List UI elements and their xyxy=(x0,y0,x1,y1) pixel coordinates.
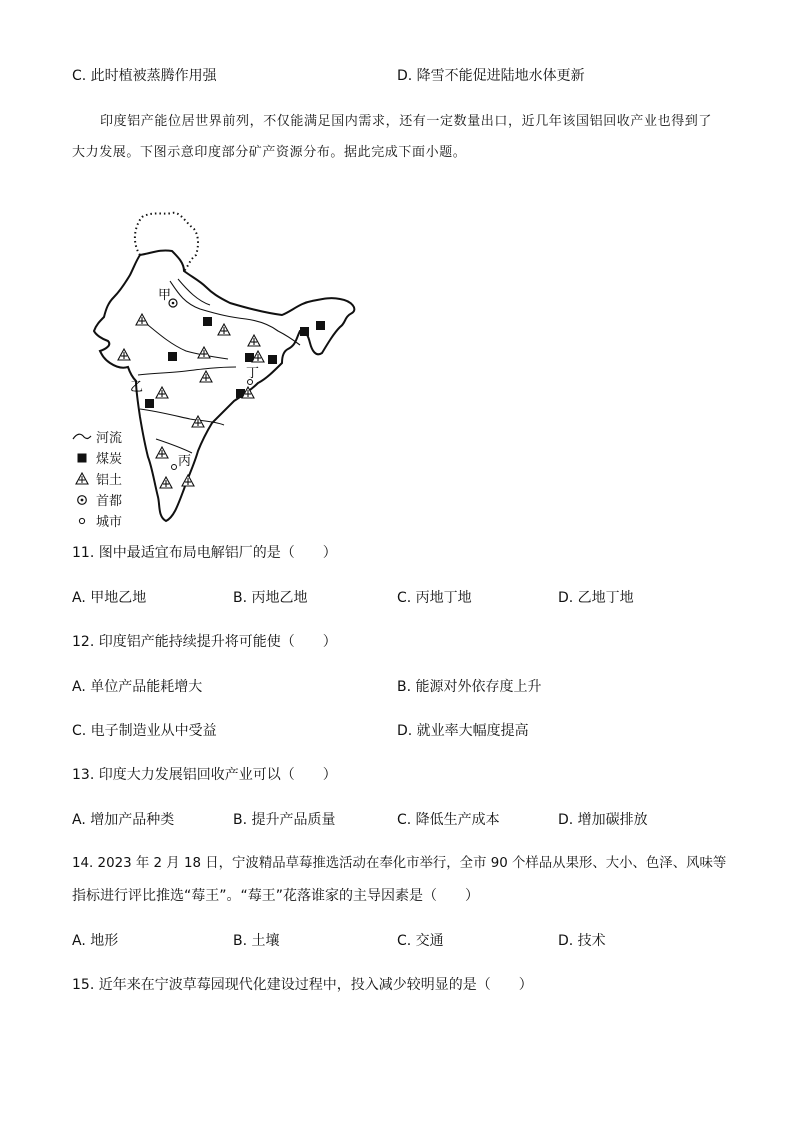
question-13-option-d[interactable]: D. 增加碳排放 xyxy=(558,812,648,828)
coal-icon xyxy=(70,452,94,464)
map-legend xyxy=(70,426,122,531)
question-14-stem-line1: 14. 2023 年 2 月 18 日，宁波精品草莓推选活动在奉化市举行，全市 90 个样品从果形、大小、色泽、风味等 xyxy=(72,856,727,871)
prev-option-d: D. 降雪不能促进陆地水体更新 xyxy=(397,68,585,84)
city-icon xyxy=(70,516,94,526)
question-12-option-d[interactable]: D. 就业率大幅度提高 xyxy=(397,723,529,739)
question-12-option-c[interactable]: C. 电子制造业从中受益 xyxy=(72,723,217,739)
coal-mark xyxy=(203,317,212,326)
legend-label: 铝土 xyxy=(96,473,123,488)
coal-mark xyxy=(300,327,309,336)
city-bing xyxy=(172,465,177,470)
question-13-option-a[interactable]: A. 增加产品种类 xyxy=(72,812,175,828)
question-12-option-a[interactable]: A. 单位产品能耗增大 xyxy=(72,679,203,695)
question-12-stem: 12. 印度铝产能持续提升将可能使（ ） xyxy=(72,634,337,650)
label-jia: 甲 xyxy=(158,288,172,303)
legend-row-coal xyxy=(70,447,122,468)
question-13-option-b[interactable]: B. 提升产品质量 xyxy=(233,812,336,828)
question-13-option-c[interactable]: C. 降低生产成本 xyxy=(397,812,500,828)
legend-label: 煤炭 xyxy=(96,452,123,467)
question-14-option-d[interactable]: D. 技术 xyxy=(558,933,606,949)
label-ding: 丁 xyxy=(246,366,260,381)
legend-label: 城市 xyxy=(96,515,123,530)
legend-label: 河流 xyxy=(96,431,123,446)
legend-label: 首都 xyxy=(96,494,123,509)
legend-row-city xyxy=(70,510,122,531)
question-13-stem: 13. 印度大力发展铝回收产业可以（ ） xyxy=(72,767,337,783)
label-yi: 乙 xyxy=(130,380,144,395)
coal-mark xyxy=(145,399,154,408)
river-icon xyxy=(70,432,94,442)
prev-option-c: C. 此时植被蒸腾作用强 xyxy=(72,68,217,84)
question-14-stem-line2: 指标进行评比推选“莓王”。“莓王”花落谁家的主导因素是（ ） xyxy=(72,888,480,904)
label-bing: 丙 xyxy=(178,454,192,469)
coal-mark xyxy=(168,352,177,361)
question-11-option-b[interactable]: B. 丙地乙地 xyxy=(233,590,308,606)
question-11-option-c[interactable]: C. 丙地丁地 xyxy=(397,590,472,606)
reading-passage xyxy=(72,106,724,168)
coal-mark xyxy=(316,321,325,330)
passage-text: 印度铝产能位居世界前列，不仅能满足国内需求，还有一定数量出口，近几年该国铝回收产业也得到了大力发展。下图示意印度部分矿产资源分布。据此完成下面小题。 xyxy=(72,114,713,160)
capital-icon xyxy=(70,494,94,506)
question-11-stem: 11. 图中最适宜布局电解铝厂的是（ ） xyxy=(72,545,337,561)
coal-mark xyxy=(268,355,277,364)
legend-row-capital xyxy=(70,489,122,510)
bauxite-icon xyxy=(70,472,94,485)
legend-row-river xyxy=(70,426,122,447)
question-11-option-a[interactable]: A. 甲地乙地 xyxy=(72,590,147,606)
question-14-option-a[interactable]: A. 地形 xyxy=(72,933,119,949)
legend-row-bauxite xyxy=(70,468,122,489)
question-14-option-c[interactable]: C. 交通 xyxy=(397,933,444,949)
question-15-stem: 15. 近年来在宁波草莓园现代化建设过程中，投入减少较明显的是（ ） xyxy=(72,977,533,993)
question-11-option-d[interactable]: D. 乙地丁地 xyxy=(558,590,634,606)
question-14-option-b[interactable]: B. 土壤 xyxy=(233,933,280,949)
question-12-option-b[interactable]: B. 能源对外依存度上升 xyxy=(397,679,542,695)
